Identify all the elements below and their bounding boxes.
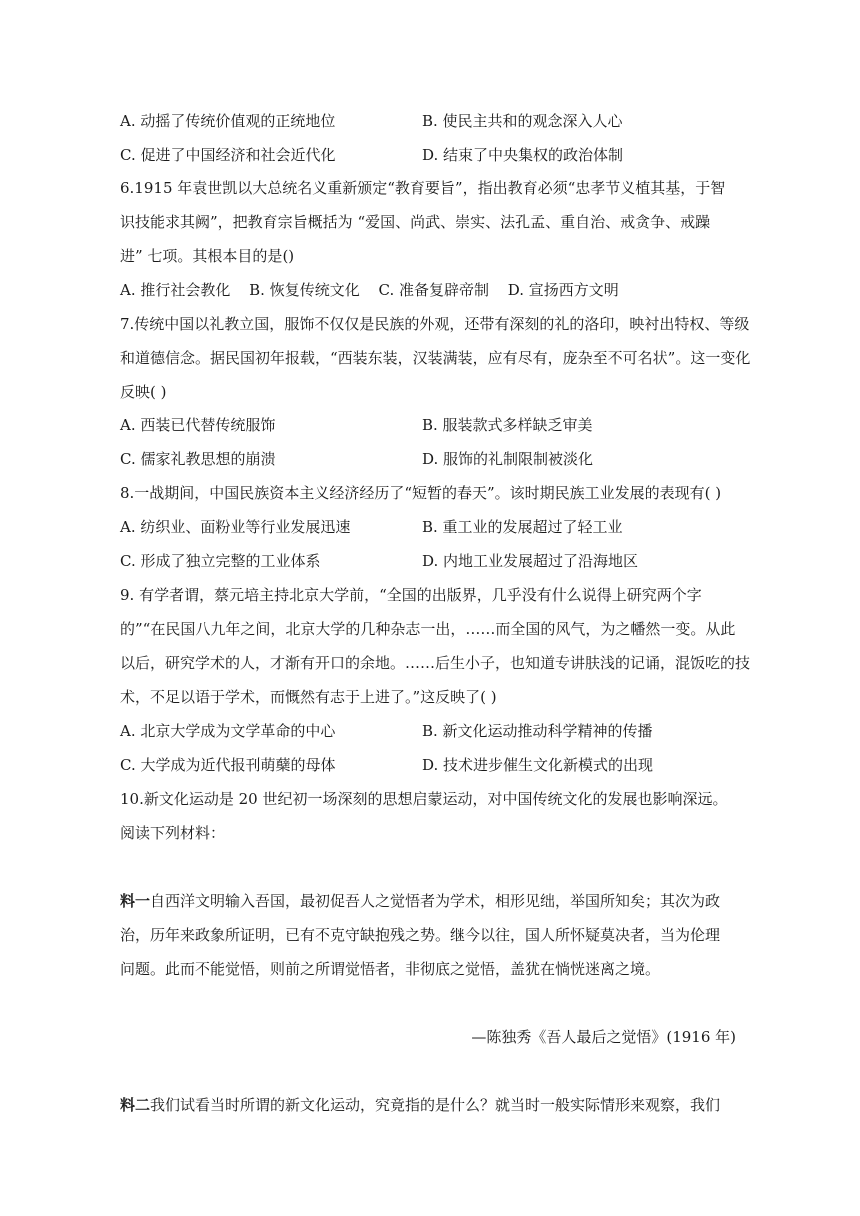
q9-options-row-1: [120, 721, 770, 741]
q9-stem-line-2: 的”“在民国八九年之间，北京大学的几种杂志一出，……而全国的风气，为之幡然一变。从此: [120, 620, 736, 638]
material-1-line-2: 治，历年来政象所证明，已有不克守缺抱残之势。继今以往，国人所怀疑莫决者，当为伦理: [120, 926, 721, 944]
q6-option-a[interactable]: A. 推行社会教化: [120, 281, 231, 299]
q10-stem-line-1: 10.新文化运动是 20 世纪初一场深刻的思想启蒙运动，对中国传统文化的发展也影响深远。: [120, 790, 728, 808]
material-2-label: 料二: [120, 1096, 151, 1114]
material-1-text-line-1: 自西洋文明输入吾国，最初促吾人之觉悟者为学术，相形见绌，举国所知矣；其次为政: [150, 892, 721, 910]
q6-stem-line-2: 识技能求其阙”，把教育宗旨概括为 “爱国、尚武、崇实、法孔孟、重自治、戒贪争、戒躁: [120, 213, 711, 231]
q8-option-c[interactable]: C. 形成了独立完整的工业体系: [120, 552, 321, 570]
q7-stem-line-3: 反映( ): [120, 383, 167, 401]
q7-option-d[interactable]: D. 服饰的礼制限制被淡化: [422, 450, 594, 468]
q9-stem-line-3: 以后，研究学术的人，才渐有开口的余地。……后生小子，也知道专讲肤浅的记诵，混饭吃的技: [120, 654, 751, 672]
material-2-text-line-1: 我们试看当时所谓的新文化运动，究竟指的是什么？就当时一般实际情形来观察，我们: [150, 1096, 721, 1114]
q9-option-a[interactable]: A. 北京大学成为文学革命的中心: [120, 722, 336, 740]
q9-option-d[interactable]: D. 技术进步催生文化新模式的出现: [422, 756, 654, 774]
q6-option-c[interactable]: C. 准备复辟帝制: [378, 281, 489, 299]
q7-option-c[interactable]: C. 儒家礼教思想的崩溃: [120, 450, 276, 468]
material-1-line-3: 问题。此而不能觉悟，则前之所谓觉悟者，非彻底之觉悟，盖犹在惝恍迷离之境。: [120, 960, 661, 978]
material-2-line-1: [120, 1095, 770, 1115]
q5-option-d[interactable]: D. 结束了中央集权的政治体制: [422, 146, 624, 164]
q6-options-row: [120, 280, 770, 300]
material-1-source: —陈独秀《吾人最后之觉悟》(1916 年): [471, 1028, 736, 1046]
q5-options-row-2: [120, 145, 770, 165]
q9-options-row-2: [120, 755, 770, 775]
q8-options-row-1: [120, 517, 770, 537]
q9-option-b[interactable]: B. 新文化运动推动科学精神的传播: [422, 722, 653, 740]
q5-option-a[interactable]: A. 动摇了传统价值观的正统地位: [120, 112, 336, 130]
q7-option-a[interactable]: A. 西装已代替传统服饰: [120, 416, 276, 434]
q5-options-row-1: [120, 111, 770, 131]
q9-option-c[interactable]: C. 大学成为近代报刊萌蘖的母体: [120, 756, 336, 774]
q8-option-d[interactable]: D. 内地工业发展超过了沿海地区: [422, 552, 639, 570]
q6-option-b[interactable]: B. 恢复传统文化: [249, 281, 360, 299]
q9-stem-line-4: 术，不足以语于学术，而慨然有志于上进了。”这反映了( ): [120, 688, 497, 706]
q7-options-row-1: [120, 415, 770, 435]
q8-stem-line-1: 8.一战期间，中国民族资本主义经济经历了“短暂的春天”。该时期民族工业发展的表现有( ): [120, 484, 722, 502]
q7-stem-line-1: 7.传统中国以礼教立国，服饰不仅仅是民族的外观，还带有深刻的礼的洛印，映衬出特权、等级: [120, 315, 750, 333]
q9-stem-line-1: 9. 有学者谓，蔡元培主持北京大学前，“全国的出版界，几乎没有什么说得上研究两个字: [120, 586, 702, 604]
q7-options-row-2: [120, 449, 770, 469]
q7-option-b[interactable]: B. 服装款式多样缺乏审美: [422, 416, 593, 434]
q10-stem-line-2: 阅读下列材料：: [120, 824, 226, 842]
material-1-line-1: [120, 891, 770, 911]
q6-stem-line-3: 进” 七项。其根本目的是(): [120, 247, 295, 265]
q5-option-c[interactable]: C. 促进了中国经济和社会近代化: [120, 146, 336, 164]
q7-stem-line-2: 和道德信念。据民国初年报载，“西装东装，汉装满装，应有尽有，庞杂至不可名状”。这一变化: [120, 349, 751, 367]
q5-option-b[interactable]: B. 使民主共和的观念深入人心: [422, 112, 623, 130]
q6-option-d[interactable]: D. 宣扬西方文明: [507, 281, 619, 299]
material-1-label: 料一: [120, 892, 151, 910]
q6-stem-line-1: 6.1915 年袁世凯以大总统名义重新颁定“教育要旨”，指出教育必须“忠孝节义植其基，于智: [120, 179, 726, 197]
q8-option-b[interactable]: B. 重工业的发展超过了轻工业: [422, 518, 623, 536]
q8-option-a[interactable]: A. 纺织业、面粉业等行业发展迅速: [120, 518, 351, 536]
q8-options-row-2: [120, 551, 770, 571]
